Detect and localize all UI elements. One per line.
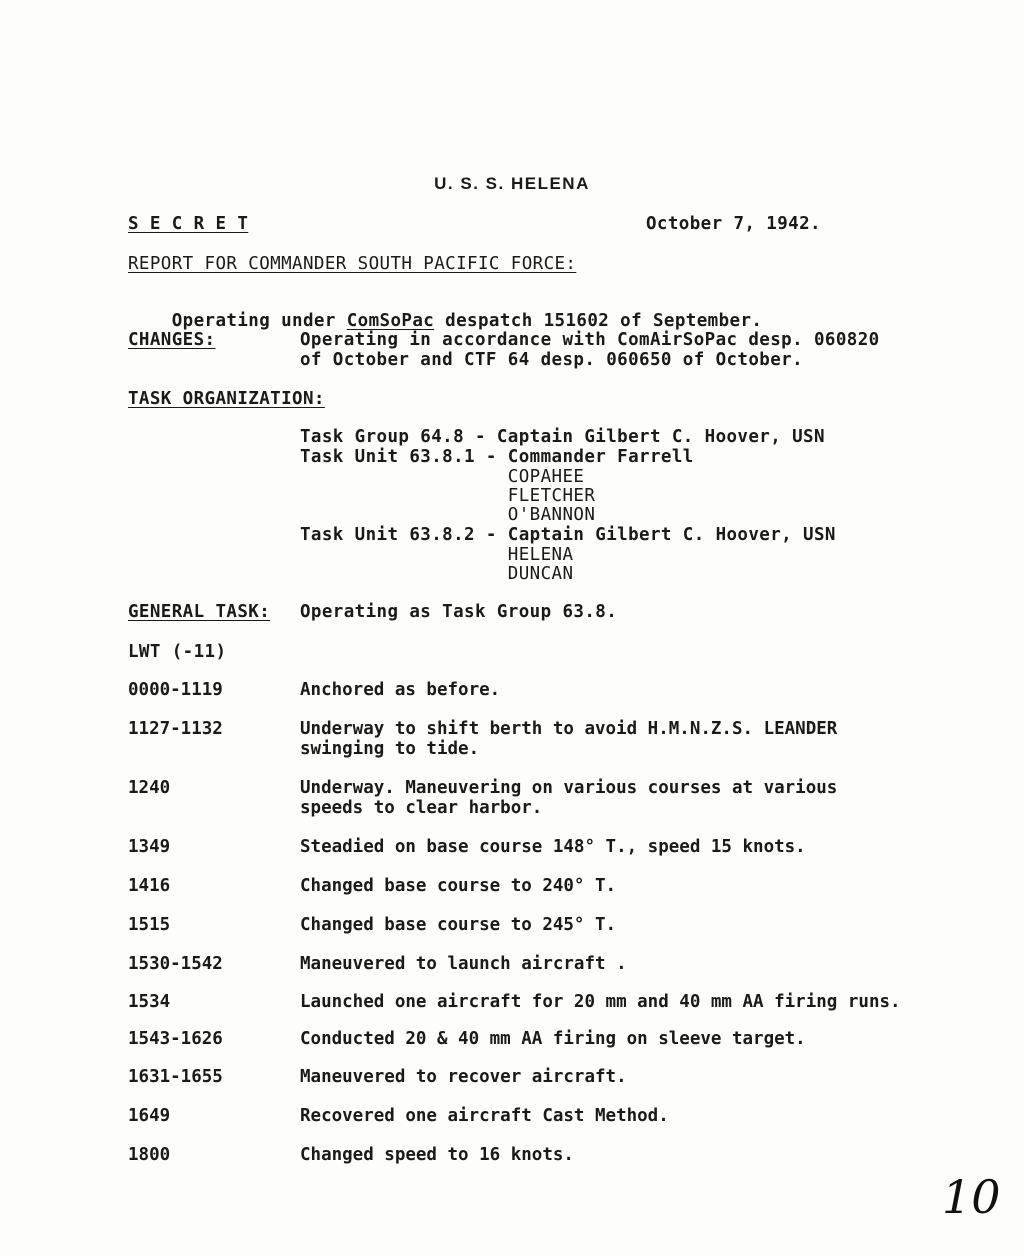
classification-mark: S E C R E T bbox=[128, 214, 249, 234]
log-time: 1416 bbox=[128, 876, 171, 896]
log-text: Recovered one aircraft Cast Method. bbox=[300, 1106, 669, 1126]
log-text: Underway to shift berth to avoid H.M.N.Z.S. LEANDER swinging to tide. bbox=[300, 719, 838, 759]
changes-line-2: of October and CTF 64 desp. 060650 of October. bbox=[300, 350, 804, 370]
log-text: Anchored as before. bbox=[300, 680, 501, 700]
log-text: Steadied on base course 148° T., speed 15 knots. bbox=[300, 837, 806, 857]
log-time: 1800 bbox=[128, 1145, 171, 1165]
report-date: October 7, 1942. bbox=[646, 214, 821, 234]
task-org-line: HELENA bbox=[300, 545, 574, 565]
ship-title: U. S. S. HELENA bbox=[434, 174, 590, 193]
task-org-line: FLETCHER bbox=[300, 486, 596, 506]
log-time: 1631-1655 bbox=[128, 1067, 223, 1087]
log-time: 0000-1119 bbox=[128, 680, 223, 700]
task-org-line: Task Group 64.8 - Captain Gilbert C. Hoover, USN bbox=[300, 427, 825, 447]
task-org-line: Task Unit 63.8.1 - Commander Farrell bbox=[300, 447, 694, 467]
log-text: Launched one aircraft for 20 mm and 40 mm AA firing runs. bbox=[300, 992, 901, 1012]
report-title: REPORT FOR COMMANDER SOUTH PACIFIC FORCE: bbox=[128, 254, 577, 274]
log-time: 1240 bbox=[128, 778, 171, 798]
task-org-line: Task Unit 63.8.2 - Captain Gilbert C. Hoover, USN bbox=[300, 525, 836, 545]
log-time: 1534 bbox=[128, 992, 171, 1012]
log-text: Maneuvered to recover aircraft. bbox=[300, 1067, 627, 1087]
log-text: Changed base course to 240° T. bbox=[300, 876, 617, 896]
changes-line-1: Operating in accordance with ComAirSoPac desp. 060820 bbox=[300, 330, 880, 350]
task-org-line: DUNCAN bbox=[300, 564, 574, 584]
task-org-line: O'BANNON bbox=[300, 505, 596, 525]
general-task-text: Operating as Task Group 63.8. bbox=[300, 602, 618, 622]
log-time: 1543-1626 bbox=[128, 1029, 223, 1049]
log-time: 1530-1542 bbox=[128, 954, 223, 974]
log-time: 1127-1132 bbox=[128, 719, 223, 739]
general-task-label: GENERAL TASK: bbox=[128, 602, 271, 622]
log-text: Changed base course to 245° T. bbox=[300, 915, 617, 935]
operating-authority: ComSoPac bbox=[346, 311, 435, 331]
log-time: 1649 bbox=[128, 1106, 171, 1126]
task-org-line: COPAHEE bbox=[300, 467, 585, 487]
log-text: Underway. Maneuvering on various courses at various speeds to clear harbor. bbox=[300, 778, 838, 818]
time-zone: LWT (-11) bbox=[128, 642, 227, 662]
operating-suffix: despatch 151602 of September. bbox=[434, 311, 763, 331]
log-time: 1515 bbox=[128, 915, 171, 935]
operating-prefix: Operating under bbox=[171, 311, 347, 331]
task-organization-label: TASK ORGANIZATION: bbox=[128, 389, 325, 409]
changes-label: CHANGES: bbox=[128, 330, 216, 350]
log-text: Maneuvered to launch aircraft . bbox=[300, 954, 627, 974]
page-number: 10 bbox=[942, 1170, 1001, 1224]
log-text: Changed speed to 16 knots. bbox=[300, 1145, 574, 1165]
log-time: 1349 bbox=[128, 837, 171, 857]
log-text: Conducted 20 & 40 mm AA firing on sleeve target. bbox=[300, 1029, 806, 1049]
